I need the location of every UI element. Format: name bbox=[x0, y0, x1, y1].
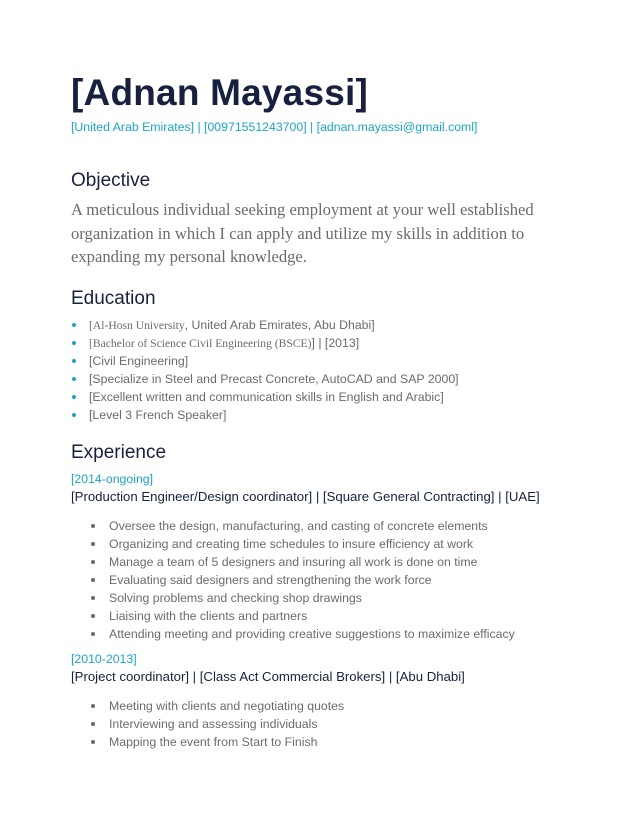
education-item bbox=[71, 406, 459, 424]
education-item-text: [Civil Engineering] bbox=[89, 354, 189, 368]
objective-heading: Objective bbox=[71, 170, 151, 191]
duty-item: Manage a team of 5 designers and insuring all work is done on time bbox=[90, 553, 515, 571]
duty-item: Solving problems and checking shop drawings bbox=[90, 589, 515, 607]
education-item-text: [Excellent written and communication skills in English and Arabic] bbox=[89, 390, 444, 404]
job-dates: [2010-2013] bbox=[71, 652, 137, 666]
objective-text: A meticulous individual seeking employment at your well established organization in which I can apply and utilize my skills in addition to expanding my personal knowledge. bbox=[71, 200, 534, 266]
education-item-text: [Specialize in Steel and Precast Concrete, AutoCAD and SAP 2000] bbox=[89, 372, 459, 386]
job-title: [Production Engineer/Design coordinator] | [Square General Contracting] | [UAE] bbox=[71, 489, 540, 504]
duty-item: Liaising with the clients and partners bbox=[90, 607, 515, 625]
education-item bbox=[71, 334, 459, 352]
contact-line: [United Arab Emirates] | [00971551243700] | [adnan.mayassi@gmail.coml] bbox=[71, 120, 478, 134]
duty-item: Organizing and creating time schedules to insure efficiency at work bbox=[90, 535, 515, 553]
education-item bbox=[71, 370, 459, 388]
job-dates: [2014-ongoing] bbox=[71, 472, 154, 486]
resume-name: [Adnan Mayassi] bbox=[71, 72, 369, 113]
duty-item: Evaluating said designers and strengthening the work force bbox=[90, 571, 515, 589]
education-item bbox=[71, 316, 459, 334]
job-duties-list bbox=[90, 517, 515, 643]
duty-item: Mapping the event from Start to Finish bbox=[90, 733, 344, 751]
education-item-secondary: , United Arab Emirates, Abu Dhabi] bbox=[184, 318, 375, 332]
education-item bbox=[71, 388, 459, 406]
duty-item: Attending meeting and providing creative suggestions to maximize efficacy bbox=[90, 625, 515, 643]
education-item-text: [Level 3 French Speaker] bbox=[89, 408, 227, 422]
experience-heading: Experience bbox=[71, 442, 167, 463]
duty-item: Oversee the design, manufacturing, and casting of concrete elements bbox=[90, 517, 515, 535]
education-heading: Education bbox=[71, 288, 156, 309]
education-item bbox=[71, 352, 459, 370]
education-item-secondary: ] | [2013] bbox=[311, 336, 360, 350]
education-list bbox=[71, 316, 459, 424]
job-title: [Project coordinator] | [Class Act Commercial Brokers] | [Abu Dhabi] bbox=[71, 669, 465, 684]
education-item-primary: [Bachelor of Science Civil Engineering (BSCE) bbox=[89, 337, 312, 350]
education-item-primary: [Al-Hosn University bbox=[89, 319, 185, 332]
duty-item: Meeting with clients and negotiating quotes bbox=[90, 697, 344, 715]
duty-item: Interviewing and assessing individuals bbox=[90, 715, 344, 733]
job-duties-list bbox=[90, 697, 344, 751]
